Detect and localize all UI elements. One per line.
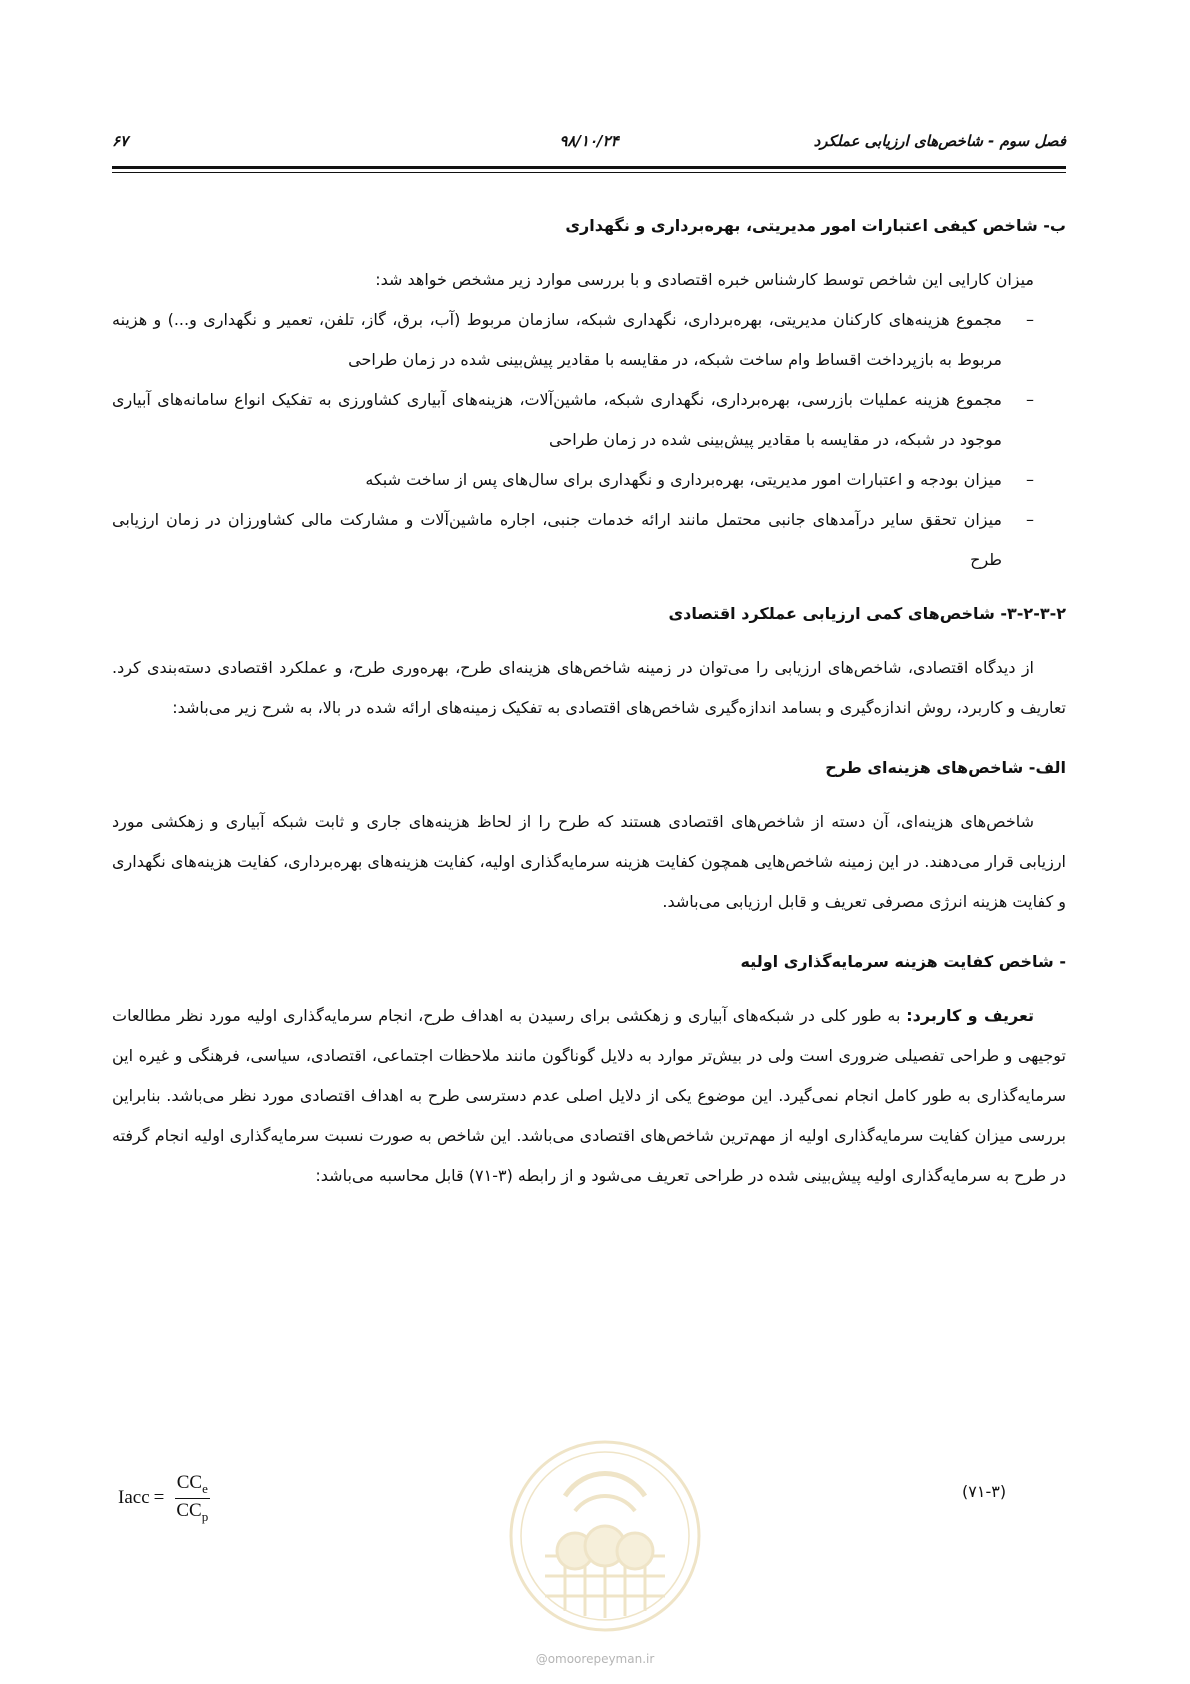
bullet-item	[112, 380, 1034, 460]
bullet-item	[112, 300, 1034, 380]
bullet-item	[112, 460, 1034, 500]
spacer	[112, 922, 1066, 942]
formula-numerator	[175, 1472, 210, 1499]
spacer	[112, 982, 1066, 996]
equation-number: (۷۱-۳)	[962, 1482, 1007, 1501]
definition-paragraph	[112, 996, 1066, 1196]
header-date: ۹۸/۱۰/۲۴	[559, 132, 619, 150]
definition-label: تعریف و کاربرد:	[906, 1006, 1035, 1025]
footer-url: @omoorepeyman.ir	[535, 1652, 655, 1666]
section-3-2-3-2-heading: ۳-۲-۳-۲- شاخص‌های کمی ارزیابی عملکرد اقتصادی	[668, 604, 1066, 623]
chapter-title: فصل سوم - شاخص‌های ارزیابی عملکرد	[813, 132, 1066, 150]
section-3-2-3-2-paragraph: از دیدگاه اقتصادی، شاخص‌های ارزیابی را می‌توان در زمینه شاخص‌های هزینه‌ای طرح، بهره‌وری طرح، و عملکرد اقتصادی دسته‌بندی کرد. تعاریف و کاربرد، روش اندازه‌گیری و بسامد اندازه‌گیری شاخص‌های اقتصادی به تفکیک زمینه‌های ارائه شده در بالا، به شرح زیر می‌باشد:	[112, 658, 1066, 717]
formula-lhs: Iacc	[118, 1487, 150, 1509]
formula-iacc	[118, 1472, 210, 1525]
seal-watermark-icon	[505, 1436, 705, 1636]
section-alef-paragraph: شاخص‌های هزینه‌ای، آن دسته از شاخص‌های اقتصادی هستند که طرح را از لحاظ هزینه‌های جاری و ثابت شبکه آبیاری و زهکشی مورد ارزیابی قرار می‌دهند. در این زمینه شاخص‌هایی همچون کفایت هزینه سرمایه‌گذاری اولیه، کفایت هزینه‌های بهره‌برداری، کفایت هزینه‌های نگهداری و کفایت هزینه انرژی مصرفی تعریف و قابل ارزیابی می‌باشد.	[112, 812, 1066, 911]
denominator-base: CC	[176, 1499, 202, 1521]
initial-investment-heading: - شاخص کفایت هزینه سرمایه‌گذاری اولیه	[740, 952, 1066, 971]
spacer	[112, 580, 1066, 594]
denominator-subscript: p	[201, 1508, 209, 1524]
bullet-text: میزان بودجه و اعتبارات امور مدیریتی، بهره‌برداری و نگهداری برای سال‌های پس از ساخت شبکه	[365, 470, 1002, 489]
page-header	[112, 128, 1066, 158]
section-b-bullet-list	[112, 300, 1066, 580]
numerator-base: CC	[176, 1472, 203, 1493]
section-b-intro: میزان کارایی این شاخص توسط کارشناس خبره اقتصادی و با بررسی موارد زیر مشخص خواهد شد:	[375, 270, 1034, 289]
header-rule-thick	[112, 166, 1066, 169]
bullet-dash: –	[1026, 310, 1034, 329]
bullet-item	[112, 500, 1034, 580]
document-body	[112, 206, 1066, 1196]
spacer	[112, 788, 1066, 802]
bullet-dash: –	[1026, 510, 1034, 529]
formula-equals: =	[153, 1487, 165, 1509]
formula-denominator	[174, 1499, 210, 1525]
bullet-text: میزان تحقق سایر درآمدهای جانبی محتمل مانند ارائه خدمات جنبی، اجاره ماشین‌آلات و مشارکت مالی کشاورزان در زمان ارزیابی طرح	[112, 510, 1002, 569]
bullet-dash: –	[1026, 390, 1034, 409]
numerator-subscript: e	[202, 1480, 208, 1496]
spacer	[112, 634, 1066, 648]
bullet-dash: –	[1026, 470, 1034, 489]
definition-text: به طور کلی در شبکه‌های آبیاری و زهکشی برای رسیدن به اهداف طرح، انجام سرمایه‌گذاری اولیه مورد نظر مطالعات توجیهی و طراحی تفصیلی ضروری است ولی در بیش‌تر موارد به دلایل گوناگون مانند ملاحظات اجتماعی، اقتصادی، سیاسی، فرهنگی و غیره این سرمایه‌گذاری به طور کامل انجام نمی‌گیرد. این موضوع یکی از دلایل اصلی عدم دسترسی طرح به اهداف اقتصادی مورد نظر می‌باشد. بنابراین بررسی میزان کفایت سرمایه‌گذاری اولیه از مهم‌ترین شاخص‌های اقتصادی می‌باشد. این شاخص به صورت نسبت سرمایه‌گذاری اولیه انجام گرفته در طرح به سرمایه‌گذاری اولیه پیش‌بینی شده در طراحی تعریف می‌شود و از رابطه (۳-۷۱) قابل محاسبه می‌باشد:	[112, 1006, 1066, 1185]
spacer	[112, 728, 1066, 748]
bullet-text: مجموع هزینه‌های کارکنان مدیریتی، بهره‌برداری، نگهداری شبکه، سازمان مربوط (آب، برق، گاز، تلفن، تعمیر و نگهداری و...) و هزینه مربوط به بازپرداخت اقساط وام ساخت شبکه، در مقایسه با مقادیر پیش‌بینی شده در زمان طراحی	[112, 310, 1002, 369]
spacer	[112, 246, 1066, 260]
section-alef-heading: الف- شاخص‌های هزینه‌ای طرح	[825, 758, 1066, 777]
page-number: ۶۷	[112, 132, 129, 150]
bullet-text: مجموع هزینه عملیات بازرسی، بهره‌برداری، نگهداری شبکه، ماشین‌آلات، هزینه‌های آبیاری کشاورزی به تفکیک انواع سامانه‌های آبیاری موجود در شبکه، در مقایسه با مقادیر پیش‌بینی شده در زمان طراحی	[112, 390, 1002, 449]
header-rule-thin	[112, 172, 1066, 173]
formula-fraction	[174, 1472, 210, 1525]
section-b-heading: ب- شاخص کیفی اعتبارات امور مدیریتی، بهره‌برداری و نگهداری	[565, 216, 1066, 235]
